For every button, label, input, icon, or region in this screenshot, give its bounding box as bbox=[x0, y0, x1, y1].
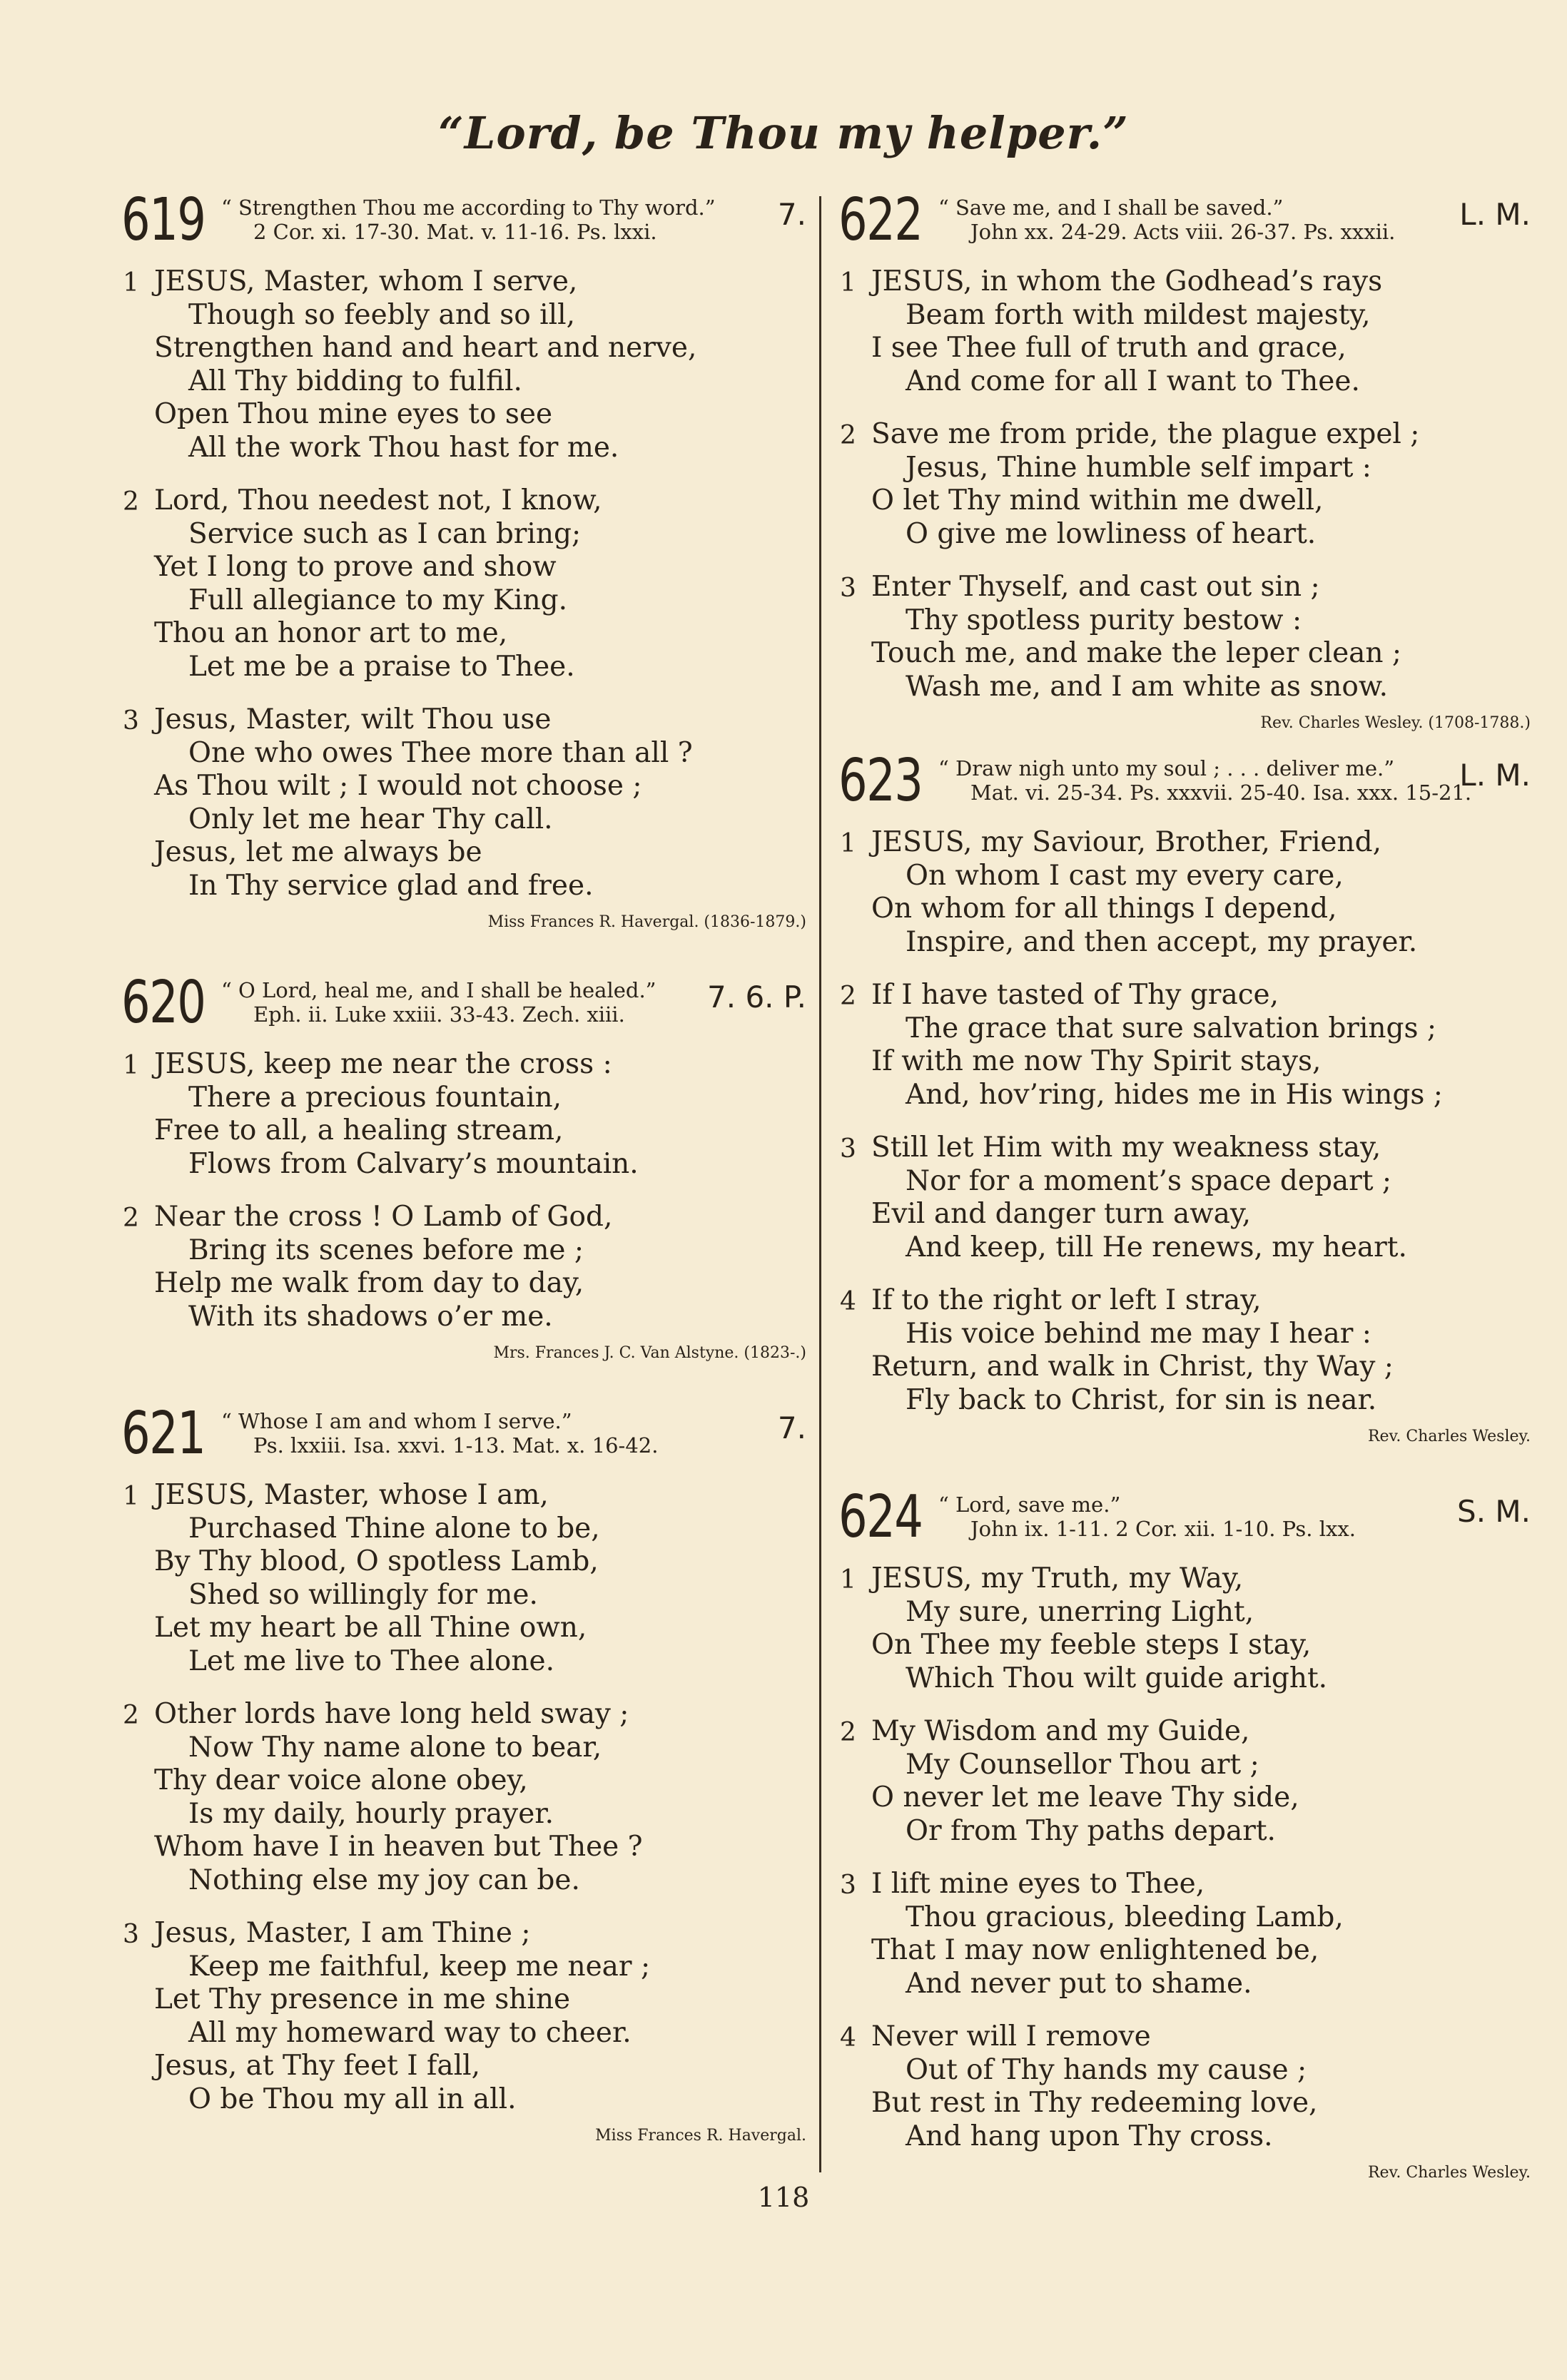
hymn-motto: “ Lord, save me.” bbox=[938, 1492, 1121, 1517]
stanza bbox=[114, 1048, 806, 1181]
verse-line: Thy dear voice alone obey, bbox=[154, 1764, 528, 1796]
stanza bbox=[831, 418, 1531, 551]
right-column bbox=[831, 186, 1531, 2197]
stanza bbox=[114, 1201, 806, 1333]
verse-line: Jesus, at Thy feet I fall, bbox=[154, 2050, 481, 2082]
hymn-meter: S. M. bbox=[1457, 1494, 1531, 1529]
verse-line: The grace that sure salvation brings ; bbox=[906, 1012, 1437, 1044]
verse-line: Let my heart be all Thine own, bbox=[154, 1612, 587, 1644]
scripture-references: Ps. lxxiii. Isa. xxvi. 1-13. Mat. x. 16-42. bbox=[253, 1433, 659, 1458]
verse-line: As Thou wilt ; I would not choose ; bbox=[154, 770, 642, 802]
verse-line: And never put to shame. bbox=[906, 1967, 1252, 2000]
hymn-header bbox=[114, 186, 806, 257]
verse-line: Shed so willingly for me. bbox=[188, 1578, 538, 1611]
verse-line: Full allegiance to my King. bbox=[188, 584, 567, 616]
verse-line: Beam forth with mildest majesty, bbox=[906, 298, 1371, 331]
verse-line: Free to all, a healing stream, bbox=[154, 1114, 564, 1146]
verse-line: Let me live to Thee alone. bbox=[188, 1644, 554, 1677]
stanza-number: 2 bbox=[840, 421, 856, 450]
hymn-header bbox=[831, 186, 1531, 257]
hymn-author: Miss Frances R. Havergal. bbox=[595, 2127, 806, 2145]
stanza-number: 2 bbox=[123, 1204, 139, 1233]
verse-line: Touch me, and make the leper clean ; bbox=[871, 637, 1402, 669]
verse-line: I see Thee full of truth and grace, bbox=[871, 332, 1347, 364]
verse-line: Wash me, and I am white as snow. bbox=[906, 670, 1389, 703]
stanza bbox=[114, 484, 806, 683]
stanza-number: 4 bbox=[840, 1287, 856, 1316]
verse-line: JESUS, keep me near the cross : bbox=[154, 1048, 612, 1080]
stanza bbox=[114, 703, 806, 902]
verse-line: In Thy service glad and free. bbox=[188, 869, 594, 902]
hymn-header bbox=[831, 747, 1531, 818]
page-title: “Lord, be Thou my helper.” bbox=[438, 107, 1129, 159]
stanza-number: 1 bbox=[123, 1051, 139, 1080]
stanza bbox=[831, 826, 1531, 959]
verse-line: And, hov’ring, hides me in His wings ; bbox=[906, 1078, 1443, 1111]
verse-line: All my homeward way to cheer. bbox=[188, 2016, 632, 2049]
hymn-620 bbox=[114, 969, 806, 1363]
stanza bbox=[114, 1917, 806, 2116]
verse-line: On whom for all things I depend, bbox=[871, 892, 1337, 925]
stanza-number: 2 bbox=[840, 982, 856, 1011]
hymn-motto: “ Draw nigh unto my soul ; . . . deliver me.” bbox=[938, 756, 1395, 780]
verse-line: That I may now enlightened be, bbox=[871, 1934, 1319, 1966]
hymn-header bbox=[114, 969, 806, 1039]
hymn-author: Miss Frances R. Havergal. (1836-1879.) bbox=[487, 913, 806, 931]
verse-line: Jesus, Master, wilt Thou use bbox=[154, 703, 552, 736]
stanza-number: 2 bbox=[123, 1701, 139, 1730]
verse-line: Flows from Calvary’s mountain. bbox=[188, 1147, 639, 1180]
verse-line: Is my daily, hourly prayer. bbox=[188, 1797, 554, 1830]
hymn-number: 624 bbox=[838, 1483, 923, 1551]
verse-line: Out of Thy hands my cause ; bbox=[906, 2053, 1307, 2086]
hymn-motto: “ Strengthen Thou me according to Thy word.” bbox=[221, 195, 716, 220]
stanza bbox=[114, 1479, 806, 1678]
stanza-number: 1 bbox=[840, 1565, 856, 1595]
verse-line: If I have tasted of Thy grace, bbox=[871, 979, 1279, 1011]
verse-line: With its shadows o’er me. bbox=[188, 1300, 553, 1333]
verse-line: Though so feebly and so ill, bbox=[188, 298, 576, 331]
verse-line: Open Thou mine eyes to see bbox=[154, 398, 553, 430]
hymn-meter: 7. bbox=[777, 197, 806, 232]
verse-line: Thy spotless purity bestow : bbox=[906, 604, 1302, 636]
stanza bbox=[831, 265, 1531, 398]
hymn-624 bbox=[831, 1483, 1531, 2183]
hymn-meter: L. M. bbox=[1459, 758, 1531, 793]
verse-line: By Thy blood, O spotless Lamb, bbox=[154, 1545, 599, 1577]
verse-line: Jesus, Thine humble self impart : bbox=[906, 451, 1371, 484]
hymn-author: Rev. Charles Wesley. bbox=[1367, 2164, 1531, 2182]
verse-line: Let Thy presence in me shine bbox=[154, 1983, 571, 2015]
verse-line: JESUS, in whom the Godhead’s rays bbox=[871, 265, 1383, 298]
hymn-meter: 7. 6. P. bbox=[707, 980, 806, 1014]
verse-line: Still let Him with my weakness stay, bbox=[871, 1131, 1381, 1164]
stanza bbox=[831, 2020, 1531, 2153]
verse-line: Inspire, and then accept, my prayer. bbox=[906, 925, 1418, 958]
stanza-number: 3 bbox=[123, 1920, 139, 1949]
verse-line: Which Thou wilt guide aright. bbox=[906, 1662, 1328, 1694]
stanza-number: 2 bbox=[123, 487, 139, 517]
verse-line: O give me lowliness of heart. bbox=[906, 517, 1317, 550]
scripture-references: John ix. 1-11. 2 Cor. xii. 1-10. Ps. lxx. bbox=[970, 1517, 1356, 1541]
left-column bbox=[114, 186, 806, 2160]
verse-line: Nor for a moment’s space depart ; bbox=[906, 1164, 1392, 1197]
verse-line: Jesus, Master, I am Thine ; bbox=[154, 1917, 531, 1949]
stanza bbox=[831, 1284, 1531, 1417]
verse-line: JESUS, Master, whom I serve, bbox=[154, 265, 578, 298]
scripture-references: 2 Cor. xi. 17-30. Mat. v. 11-16. Ps. lxxi. bbox=[253, 220, 657, 244]
stanza bbox=[831, 1715, 1531, 1848]
hymn-meter: 7. bbox=[777, 1410, 806, 1445]
hymn-meter: L. M. bbox=[1459, 197, 1531, 232]
verse-line: And keep, till He renews, my heart. bbox=[906, 1231, 1407, 1263]
verse-line: Other lords have long held sway ; bbox=[154, 1698, 629, 1730]
hymn-number: 622 bbox=[838, 186, 923, 254]
verse-line: Thou an honor art to me, bbox=[154, 617, 508, 649]
verse-line: Let me be a praise to Thee. bbox=[188, 650, 575, 683]
stanza bbox=[114, 1698, 806, 1897]
hymn-motto: “ Whose I am and whom I serve.” bbox=[221, 1409, 572, 1433]
verse-line: Whom have I in heaven but Thee ? bbox=[154, 1831, 643, 1863]
column-divider bbox=[819, 196, 821, 2172]
stanza bbox=[114, 265, 806, 464]
verse-line: Purchased Thine alone to be, bbox=[188, 1512, 600, 1545]
verse-line: And hang upon Thy cross. bbox=[906, 2120, 1273, 2152]
verse-line: Save me from pride, the plague expel ; bbox=[871, 418, 1420, 450]
page-number: 118 bbox=[757, 2182, 810, 2213]
verse-line: Return, and walk in Christ, thy Way ; bbox=[871, 1351, 1394, 1383]
stanza bbox=[831, 979, 1531, 1112]
stanza-number: 3 bbox=[840, 1134, 856, 1164]
verse-line: Enter Thyself, and cast out sin ; bbox=[871, 571, 1320, 603]
verse-line: Service such as I can bring; bbox=[188, 517, 582, 550]
verse-line: Bring its scenes before me ; bbox=[188, 1234, 584, 1266]
stanza bbox=[831, 571, 1531, 703]
verse-line: Now Thy name alone to bear, bbox=[188, 1731, 602, 1764]
hymn-622 bbox=[831, 186, 1531, 733]
verse-line: Never will I remove bbox=[871, 2020, 1151, 2053]
hymn-motto: “ O Lord, heal me, and I shall be healed.” bbox=[221, 978, 656, 1002]
verse-line: Keep me faithful, keep me near ; bbox=[188, 1950, 651, 1983]
stanza-number: 1 bbox=[840, 829, 856, 858]
stanza-number: 1 bbox=[840, 268, 856, 298]
hymn-header bbox=[114, 1400, 806, 1470]
verse-line: His voice behind me may I hear : bbox=[906, 1317, 1371, 1350]
scripture-references: Eph. ii. Luke xxiii. 33-43. Zech. xiii. bbox=[253, 1002, 625, 1027]
hymn-623 bbox=[831, 747, 1531, 1447]
verse-line: My Counsellor Thou art ; bbox=[906, 1748, 1259, 1781]
verse-line: On whom I cast my every care, bbox=[906, 859, 1344, 892]
stanza-number: 4 bbox=[840, 2023, 856, 2053]
verse-line: If with me now Thy Spirit stays, bbox=[871, 1045, 1322, 1077]
stanza-number: 3 bbox=[840, 574, 856, 603]
verse-line: Only let me hear Thy call. bbox=[188, 803, 553, 835]
verse-line: And come for all I want to Thee. bbox=[906, 365, 1360, 397]
verse-line: Thou gracious, bleeding Lamb, bbox=[906, 1901, 1344, 1933]
hymn-621 bbox=[114, 1400, 806, 2146]
scripture-references: Mat. vi. 25-34. Ps. xxxvii. 25-40. Isa. xxx. 15-21. bbox=[970, 780, 1472, 805]
verse-line: Or from Thy paths depart. bbox=[906, 1814, 1276, 1847]
verse-line: One who owes Thee more than all ? bbox=[188, 736, 693, 769]
verse-line: Jesus, let me always be bbox=[154, 836, 482, 868]
stanza-number: 3 bbox=[123, 706, 139, 736]
verse-line: Nothing else my joy can be. bbox=[188, 1863, 580, 1896]
stanza-number: 1 bbox=[123, 268, 139, 298]
verse-line: JESUS, my Truth, my Way, bbox=[871, 1562, 1244, 1595]
verse-line: But rest in Thy redeeming love, bbox=[871, 2087, 1318, 2119]
stanza-number: 2 bbox=[840, 1718, 856, 1747]
verse-line: JESUS, my Saviour, Brother, Friend, bbox=[871, 826, 1381, 858]
stanza bbox=[831, 1131, 1531, 1264]
verse-line: Lord, Thou needest not, I know, bbox=[154, 484, 602, 517]
hymn-author: Rev. Charles Wesley. (1708-1788.) bbox=[1260, 714, 1531, 732]
verse-line: O let Thy mind within me dwell, bbox=[871, 484, 1324, 517]
verse-line: Strengthen hand and heart and nerve, bbox=[154, 332, 697, 364]
verse-line: All Thy bidding to fulfil. bbox=[188, 365, 522, 397]
verse-line: Yet I long to prove and show bbox=[154, 551, 557, 583]
verse-line: Evil and danger turn away, bbox=[871, 1198, 1252, 1230]
hymn-number: 621 bbox=[121, 1400, 206, 1468]
hymn-number: 623 bbox=[838, 747, 923, 815]
verse-line: O never let me leave Thy side, bbox=[871, 1781, 1299, 1814]
verse-line: Fly back to Christ, for sin is near. bbox=[906, 1383, 1377, 1416]
verse-line: All the work Thou hast for me. bbox=[188, 431, 619, 464]
hymn-header bbox=[831, 1483, 1531, 1554]
hymn-author: Mrs. Frances J. C. Van Alstyne. (1823-.) bbox=[493, 1344, 806, 1362]
verse-line: Near the cross ! O Lamb of God, bbox=[154, 1201, 613, 1233]
hymn-number: 620 bbox=[121, 969, 206, 1037]
verse-line: On Thee my feeble steps I stay, bbox=[871, 1629, 1312, 1661]
stanza bbox=[831, 1562, 1531, 1695]
stanza-number: 1 bbox=[123, 1482, 139, 1511]
stanza-number: 3 bbox=[840, 1871, 856, 1900]
verse-line: JESUS, Master, whose I am, bbox=[154, 1479, 549, 1511]
verse-line: I lift mine eyes to Thee, bbox=[871, 1868, 1205, 1900]
verse-line: O be Thou my all in all. bbox=[188, 2082, 517, 2115]
verse-line: Help me walk from day to day, bbox=[154, 1267, 584, 1299]
hymn-motto: “ Save me, and I shall be saved.” bbox=[938, 195, 1284, 220]
stanza bbox=[831, 1868, 1531, 2000]
hymn-author: Rev. Charles Wesley. bbox=[1367, 1428, 1531, 1445]
verse-line: There a precious fountain, bbox=[188, 1081, 562, 1114]
verse-line: My sure, unerring Light, bbox=[906, 1595, 1254, 1628]
verse-line: My Wisdom and my Guide, bbox=[871, 1715, 1250, 1747]
hymn-619 bbox=[114, 186, 806, 932]
scripture-references: John xx. 24-29. Acts viii. 26-37. Ps. xxxii. bbox=[970, 220, 1396, 244]
hymn-number: 619 bbox=[121, 186, 206, 254]
verse-line: If to the right or left I stray, bbox=[871, 1284, 1262, 1316]
